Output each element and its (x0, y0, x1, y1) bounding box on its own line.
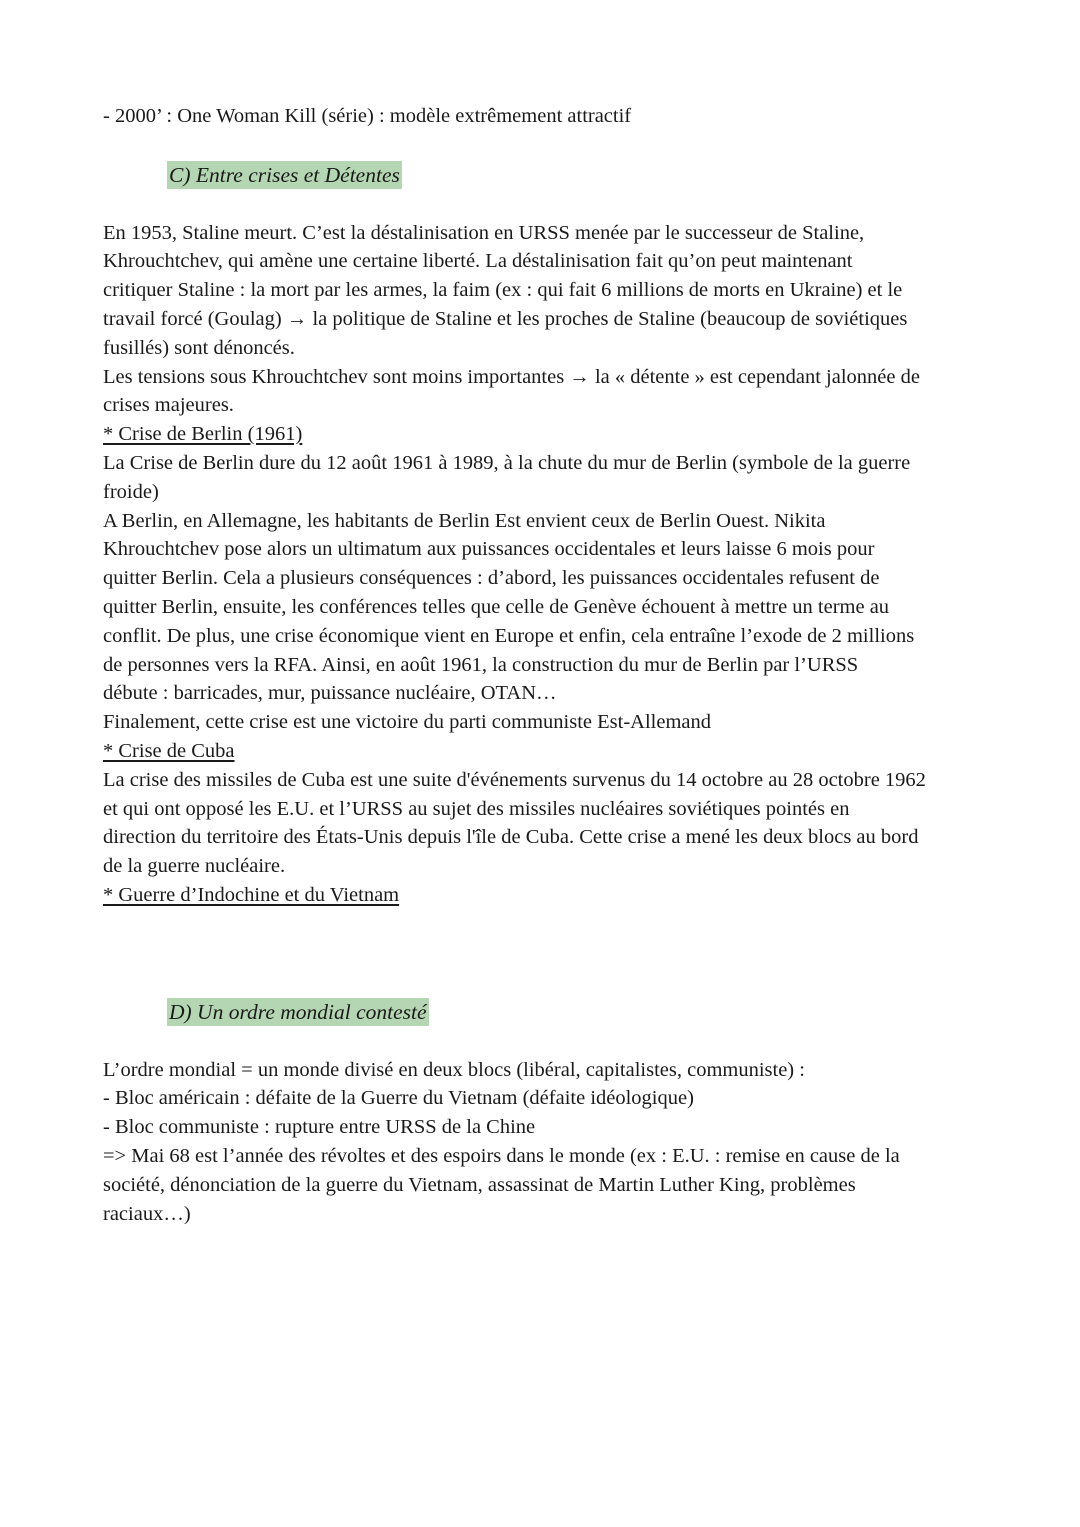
text-line: raciaux…) (103, 1202, 191, 1225)
text-line: critiquer Staline : la mort par les armes, la faim (ex : qui fait 6 millions de morts en Ukraine) et le (103, 279, 903, 302)
indochine-title: * Guerre d’Indochine et du Vietnam (103, 883, 400, 906)
cuba-crisis-block (103, 737, 1003, 881)
text-line: La crise des missiles de Cuba est une suite d'événements survenus du 14 octobre au 28 octobre 1962 (103, 768, 926, 791)
section-d-heading-wrap (103, 998, 1003, 1028)
berlin-crisis-title: * Crise de Berlin (1961) (103, 423, 303, 446)
indochine-block (103, 881, 1003, 910)
text-line: quitter Berlin. Cela a plusieurs conséquences : d’abord, les puissances occidentales refusent de (103, 567, 880, 590)
cuba-crisis-title: * Crise de Cuba (103, 739, 235, 762)
text-line: direction du territoire des États-Unis depuis l'île de Cuba. Cette crise a mené les deux blocs au bord (103, 826, 919, 849)
top-line: - 2000’ : One Woman Kill (série) : modèle extrêmement attractif (103, 105, 632, 127)
section-c-paragraph-2 (103, 363, 1003, 421)
spacer (103, 910, 1003, 998)
berlin-crisis-block (103, 420, 1003, 737)
text-line: => Mai 68 est l’année des révoltes et des espoirs dans le monde (ex : E.U. : remise en cause de la (103, 1144, 900, 1167)
section-c-heading-wrap (103, 161, 1003, 191)
text-line: conflit. De plus, une crise économique vient en Europe et enfin, cela entraîne l’exode de 2 millions (103, 624, 915, 647)
text-line: société, dénonciation de la guerre du Vietnam, assassinat de Martin Luther King, problèmes (103, 1173, 856, 1196)
text-line: de la guerre nucléaire. (103, 855, 286, 878)
text-line: A Berlin, en Allemagne, les habitants de Berlin Est envient ceux de Berlin Ouest. Nikita (103, 509, 826, 532)
text-line: Finalement, cette crise est une victoire du parti communiste Est-Allemand (103, 711, 711, 734)
text-line: - Bloc américain : défaite de la Guerre du Vietnam (défaite idéologique) (103, 1087, 694, 1110)
section-d-body (103, 1056, 1003, 1229)
text-line: travail forcé (Goulag) → la politique de Staline et les proches de Staline (beaucoup de soviétiques (103, 307, 908, 330)
text-line: quitter Berlin, ensuite, les conférences telles que celle de Genève échouent à mettre un terme au (103, 595, 890, 618)
text-line: Khrouchtchev pose alors un ultimatum aux puissances occidentales et leurs laisse 6 mois pour (103, 538, 875, 561)
text-line: L’ordre mondial = un monde divisé en deux blocs (libéral, capitalistes, communiste) : (103, 1058, 805, 1081)
text-line: débute : barricades, mur, puissance nucléaire, OTAN… (103, 682, 557, 705)
section-d-heading: D) Un ordre mondial contesté (169, 999, 427, 1024)
text-line: La Crise de Berlin dure du 12 août 1961 à 1989, à la chute du mur de Berlin (symbole de la guerre (103, 451, 911, 474)
text-line: Les tensions sous Khrouchtchev sont moins importantes → la « détente » est cependant jalonnée de (103, 365, 920, 388)
text-line: - Bloc communiste : rupture entre URSS de la Chine (103, 1116, 536, 1139)
text-line: En 1953, Staline meurt. C’est la déstalinisation en URSS menée par le successeur de Staline, (103, 221, 865, 244)
section-c-heading: C) Entre crises et Détentes (169, 162, 400, 187)
text-line: fusillés) sont dénoncés. (103, 336, 295, 359)
text-line: froide) (103, 480, 159, 503)
text-line: de personnes vers la RFA. Ainsi, en août 1961, la construction du mur de Berlin par l’URSS (103, 653, 859, 676)
text-line: Khrouchtchev, qui amène une certaine liberté. La déstalinisation fait qu’on peut maintenant (103, 250, 853, 273)
text-line: crises majeures. (103, 394, 234, 417)
section-c-paragraph-1 (103, 219, 1003, 363)
text-line: et qui ont opposé les E.U. et l’URSS au sujet des missiles nucléaires soviétiques pointés en (103, 797, 850, 820)
document-page (103, 102, 1003, 1228)
